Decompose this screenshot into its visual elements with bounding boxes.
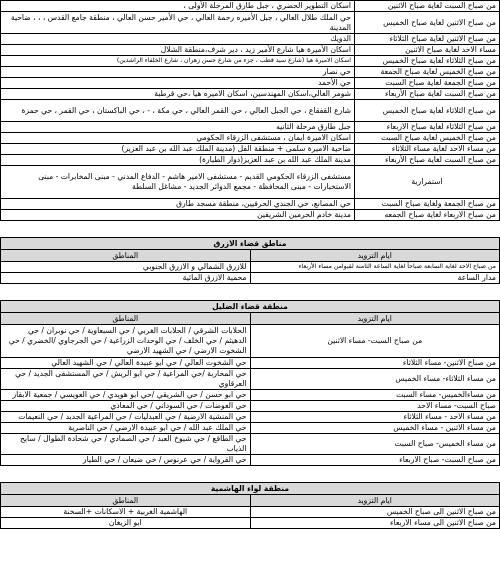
supply-days-cell: استمرارية [355, 166, 500, 199]
supply-days-cell: من مساء الاحد لغاية مساء الثلاثاء [355, 144, 500, 155]
areas-cell: شومر العالي،اسكان المهندسين، اسكان الاميره هيا ،حي قرطبة [1, 89, 355, 100]
section-gap [0, 221, 500, 237]
table-row [1, 358, 500, 369]
column-header-row [1, 495, 500, 507]
areas-cell: ابو الزيغان [1, 518, 251, 529]
schedule-table-azraq [0, 237, 500, 284]
supply-days-cell: من صباح الاثنين- مساء الثلاثاء [250, 358, 500, 369]
supply-days-cell: من صباح الاربعاء لغاية صباح الجمعه [355, 210, 500, 221]
supply-days-cell: من صباح السبت- صباح الاربعاء [250, 455, 500, 466]
table-row [1, 412, 500, 423]
areas-cell: شارع القفقاع ، حي الجبل العالي ، حي القمر العالي ، حي مكة ، - ، حي الباكستان ، حي القمر ، حي حمزة [1, 100, 355, 122]
table-row [1, 78, 500, 89]
schedule-table-main [0, 0, 500, 221]
supply-days-cell: من صباح الخميس لغاية صباح الجمعة [355, 67, 500, 78]
areas-cell: حي نصار [1, 67, 355, 78]
areas-cell: مستشفى الزرقاء الحكومي القديم - مستشفى الامير هاشم - الدفاع المدني - مبنى المخابرات - مبنى الاستخبارات - مبنى المحافظة - مجمع الدوائر الجديد - مشاغل السلطة [1, 166, 355, 199]
table-row [1, 89, 500, 100]
schedule-table-hashemiya [0, 482, 500, 529]
table-row [1, 423, 500, 434]
section-title-row [1, 238, 500, 250]
column-header-areas: المناطق [1, 313, 251, 325]
table-row [1, 45, 500, 56]
supply-days-cell: من صباح الثلاثاء لغاية صباح الاربعاء [355, 122, 500, 133]
areas-cell: حي المنشية الارضية / حي العبدليات / حي المراعية الجديد / حي النعيمات [1, 412, 251, 423]
supply-days-cell: مساء الاحد لغاية صباح الاثنين [355, 45, 500, 56]
table-row [1, 455, 500, 466]
supply-days-cell: من مساء الاثنين - مساء الخميس [250, 423, 500, 434]
column-header-row [1, 313, 500, 325]
column-header-areas: المناطق [1, 250, 251, 262]
areas-cell: حي المصانع، حي الجندي الحرفيين، منطقة مسجد طارق [1, 199, 355, 210]
table-row [1, 133, 500, 144]
table-row [1, 262, 500, 273]
supply-days-cell: من صباح الثلاثاء لغاية صباح الخميس [355, 100, 500, 122]
table-row [1, 369, 500, 390]
table-row [1, 325, 500, 358]
supply-days-cell: من صباح السبت لغاية صباح الأربعاء [355, 89, 500, 100]
table-row [1, 1, 500, 12]
section-title-row [1, 483, 500, 495]
table-row [1, 122, 500, 133]
supply-days-cell: من صباح السبت لغاية صباح الاثنين [355, 1, 500, 12]
supply-days-cell: من صباح الاثنين لغاية صباح الخميس [355, 12, 500, 34]
areas-cell: الدويك [1, 34, 355, 45]
column-header-days: ايام التزويد [250, 250, 500, 262]
areas-cell: اسكان الأميرة هيا شارع الأمير زيد ، دير شرف،منطقة الشلال [1, 45, 355, 56]
areas-cell: حي ابو حسن / حي الشريقي /حي ابو هويدي / حي العويسي / جمعية الابقار [1, 390, 251, 401]
table-row [1, 100, 500, 122]
column-header-days: ايام التزويد [250, 313, 500, 325]
supply-days-cell: من صباح الثلاثاء لغاية صباح الخميس [355, 56, 500, 67]
supply-days-cell: من مساءالخميس- مساء السبت [250, 390, 500, 401]
column-header-areas: المناطق [1, 495, 251, 507]
supply-days-cell: صباح السبت- مساء الاحد [250, 401, 500, 412]
table-row [1, 144, 500, 155]
table-row [1, 401, 500, 412]
section-title: مناطق قضاء الازرق [1, 238, 500, 250]
areas-cell: الحلابات الشرقي / الحلابات الغربي / حي السبعاوية / حي نوبران / حي الدهيثم / حي الخلف / حي الوحدات الزراعية / حي الجرجاوي /الخضري / حي الشخوت الارضي / حي الشهيد الارضي [1, 325, 251, 358]
table-row [1, 12, 500, 34]
areas-cell: حي الشخوت العالي / حي ابو عبيدة العالي / حي الشهيد العالي [1, 358, 251, 369]
table-row [1, 155, 500, 166]
section-gap [0, 466, 500, 482]
supply-days-cell: من صباح الاثنين الى مساء الاربعاء [250, 518, 500, 529]
table-row [1, 390, 500, 401]
column-header-days: ايام التزويد [250, 495, 500, 507]
areas-cell: اسكان التطوير الحضري ، جبل طارق المرحلة الأولى ، [1, 1, 355, 12]
supply-days-cell: من مساء الخميس- صباح السبت [250, 434, 500, 455]
table-row [1, 34, 500, 45]
supply-days-cell: من مساء الثلاثاء- مساء الخميس [250, 369, 500, 390]
supply-days-cell: من صباح الجمعة ولغاية صباح السبت [355, 199, 500, 210]
table-row [1, 518, 500, 529]
section-title: منطقة قضاء الضليل [1, 301, 500, 313]
section-gap [0, 284, 500, 300]
areas-cell: حي العوضات / حي السوداني / حي المعادي [1, 401, 251, 412]
supply-days-cell: من صباح الاثنين الى صباح الخميس [250, 507, 500, 518]
areas-cell: حي الملك طلال العالي ، جبل الأميره رحمة العالي ، حي الأمير حسن العالي ، منطقة جامع القدس ، ، ، ضاحية المدينة [1, 12, 355, 34]
table-row [1, 273, 500, 284]
areas-cell: مدينة خادم الحرمين الشريفين [1, 210, 355, 221]
supply-days-cell: من صباح الاثنين لغاية صباح الثلاثاء [355, 34, 500, 45]
areas-cell: اسكان الاميرة هيا (شارع سيد قطب ، جزء من شارع حسن زهران ، شارع الخلفاء الراشدين) [1, 56, 355, 67]
schedule-table-dulail [0, 300, 500, 466]
table-row [1, 434, 500, 455]
supply-days-cell: من صباح السبت لغاية صباح الأربعاء [355, 155, 500, 166]
areas-cell: حي الأحمد [1, 78, 355, 89]
section-title: منطقة لواء الهاشمية [1, 483, 500, 495]
supply-days-cell: من صباح الجمعة لغاية صباح السبت [355, 78, 500, 89]
table-row [1, 507, 500, 518]
column-header-row [1, 250, 500, 262]
areas-cell: حي الطاقع / حي شيوخ العبد / حي الصمادي / حي شحادة الطوال / سايح الذياب [1, 434, 251, 455]
supply-days-cell: من صباح السبت- مساء الاثنين [250, 325, 500, 358]
areas-cell: حي المحاربة /حي المراعية / حي ابو الريش / حي المستشفى الجديد / حي العرقاوي [1, 369, 251, 390]
table-row [1, 199, 500, 210]
table-row [1, 67, 500, 78]
table-row [1, 210, 500, 221]
areas-cell: للازرق الشمالي و الازرق الجنوبي [1, 262, 251, 273]
table-row [1, 166, 500, 199]
section-title-row [1, 301, 500, 313]
areas-cell: مدينة الملك عبد الله بن عبد العزيز(دوار الطيارة) [1, 155, 355, 166]
table-row [1, 56, 500, 67]
supply-days-cell: من صباح الاحد لغاية السابعة صباحاً لغاية الساعة الثامنة لقيوامن مساء الأربعاء [250, 262, 500, 273]
areas-cell: ضاحية الاميرة سلمى + منطقة الفل (مدينة الملك عبد الله بن عبد العزيز) [1, 144, 355, 155]
areas-cell: حي الملك عبد الله / حي ابو عبيدة الارضي / حي الناصرية [1, 423, 251, 434]
areas-cell: جبل طارق مرحلة الثانيه [1, 122, 355, 133]
supply-days-cell: من مساء الاحد - مساء الثلاثاء [250, 412, 500, 423]
areas-cell: حي القرواية / حي عرنوس / حي ضيعان / حي الطيار [1, 455, 251, 466]
supply-days-cell: من صباح الخميس لغاية صباح السبت [355, 133, 500, 144]
areas-cell: محمية الازرق المائية [1, 273, 251, 284]
areas-cell: اسكان الاميرة ايمان ، مستشفى الزرقاء الحكومي [1, 133, 355, 144]
areas-cell: الهاشمية الغربية + الاسكانات +السخنة [1, 507, 251, 518]
supply-days-cell: مدار الساعة [250, 273, 500, 284]
